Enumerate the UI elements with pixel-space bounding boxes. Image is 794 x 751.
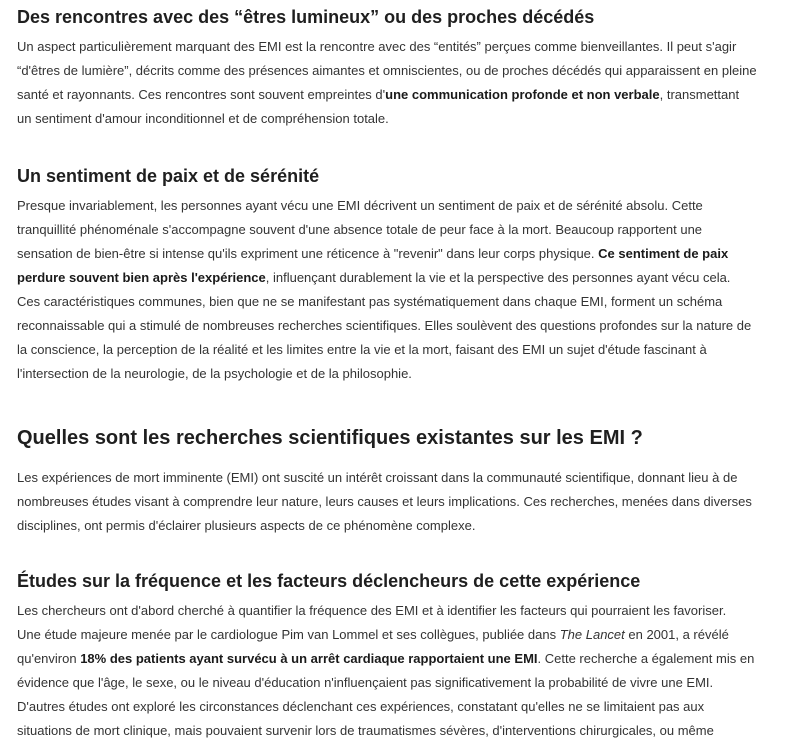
paragraph-recherches <box>17 466 787 538</box>
text-line: tranquillité phénoménale s'accompagne souvent d'une absence totale de peur face à la mort. Beaucoup rapportent une <box>17 222 703 237</box>
paragraph-paix <box>17 194 787 386</box>
text-line: reconnaissable qui a stimulé de nombreuses recherches scientifiques. Elles soulèvent des questions profondes sur la nature de <box>17 318 752 333</box>
text-line: situations de mort clinique, mais pouvaient survenir lors de traumatismes sévères, d'interventions chirurgicales, ou même <box>17 723 714 738</box>
text-line: nombreuses études visant à comprendre leur nature, leurs causes et leurs implications. Ces recherches, menées dans diverses <box>17 494 752 509</box>
bold-text: 18% des patients ayant survécu à un arrêt cardiaque rapportaient une EMI <box>80 651 538 666</box>
text-line: “d'êtres de lumière”, décrits comme des présences aimantes et omniscientes, ou de proches décédés qui apparaissent en pleine <box>17 63 757 78</box>
text-fragment: sensation de bien-être si intense qu'ils expriment une réticence à "revenir" dans leur corps physique. <box>17 246 599 261</box>
text-fragment: en 2001, a révélé <box>624 627 729 642</box>
section-heading-paix: Un sentiment de paix et de sérénité <box>17 166 320 186</box>
text-fragment: Une étude majeure menée par le cardiologue Pim van Lommel et ses collègues, publiée dans <box>17 627 560 642</box>
text-line: Ces caractéristiques communes, bien que ne se manifestant pas systématiquement dans chaque EMI, forment un schéma <box>17 294 723 309</box>
text-line: l'intersection de la neurologie, de la psychologie et de la philosophie. <box>17 366 412 381</box>
text-line: Presque invariablement, les personnes ayant vécu une EMI décrivent un sentiment de paix et de sérénité absolu. Cette <box>17 198 703 213</box>
section-heading-etudes: Études sur la fréquence et les facteurs déclencheurs de cette expérience <box>17 571 641 591</box>
italic-text: The Lancet <box>559 627 625 642</box>
text-line: Un aspect particulièrement marquant des EMI est la rencontre avec des “entités” perçues comme bienveillantes. Il peut s'agir <box>17 39 737 54</box>
text-line: disciplines, ont permis d'éclairer plusieurs aspects de ce phénomène complexe. <box>17 518 476 533</box>
text-line <box>17 623 787 647</box>
text-line: évidence que l'âge, le sexe, ou le niveau d'éducation n'influençaient pas significativement la probabilité de vivre une EMI. <box>17 675 714 690</box>
text-line: un sentiment d'amour inconditionnel et de compréhension totale. <box>17 111 389 126</box>
text-fragment: qu'environ <box>17 651 81 666</box>
text-fragment: , transmettant <box>659 87 740 102</box>
bold-text: une communication profonde et non verbale <box>385 87 660 102</box>
text-fragment: . Cette recherche a également mis en <box>537 651 755 666</box>
bold-text: perdure souvent bien après l'expérience <box>17 270 266 285</box>
text-line: la conscience, la perception de la réalité et les limites entre la vie et la mort, faisant des EMI un sujet d'étude fascinant à <box>17 342 707 357</box>
text-line <box>17 647 787 671</box>
text-fragment: , influençant durablement la vie et la perspective des personnes ayant vécu cela. <box>265 270 731 285</box>
paragraph-rencontres <box>17 35 787 131</box>
text-line <box>17 266 787 290</box>
paragraph-etudes <box>17 599 787 743</box>
text-line <box>17 242 787 266</box>
text-line: Les chercheurs ont d'abord cherché à quantifier la fréquence des EMI et à identifier les facteurs qui pourraient les favoriser. <box>17 603 727 618</box>
text-line: D'autres études ont exploré les circonstances déclenchant ces expériences, constatant qu'elles ne se limitaient pas aux <box>17 699 705 714</box>
bold-text: Ce sentiment de paix <box>598 246 729 261</box>
section-heading-recherches: Quelles sont les recherches scientifiques existantes sur les EMI ? <box>17 427 643 449</box>
section-heading-rencontres: Des rencontres avec des “êtres lumineux” ou des proches décédés <box>17 7 595 27</box>
text-line <box>17 83 787 107</box>
text-line: Les expériences de mort imminente (EMI) ont suscité un intérêt croissant dans la communauté scientifique, donnant lieu à de <box>17 470 738 485</box>
text-fragment: santé et rayonnants. Ces rencontres sont souvent empreintes d' <box>17 87 386 102</box>
